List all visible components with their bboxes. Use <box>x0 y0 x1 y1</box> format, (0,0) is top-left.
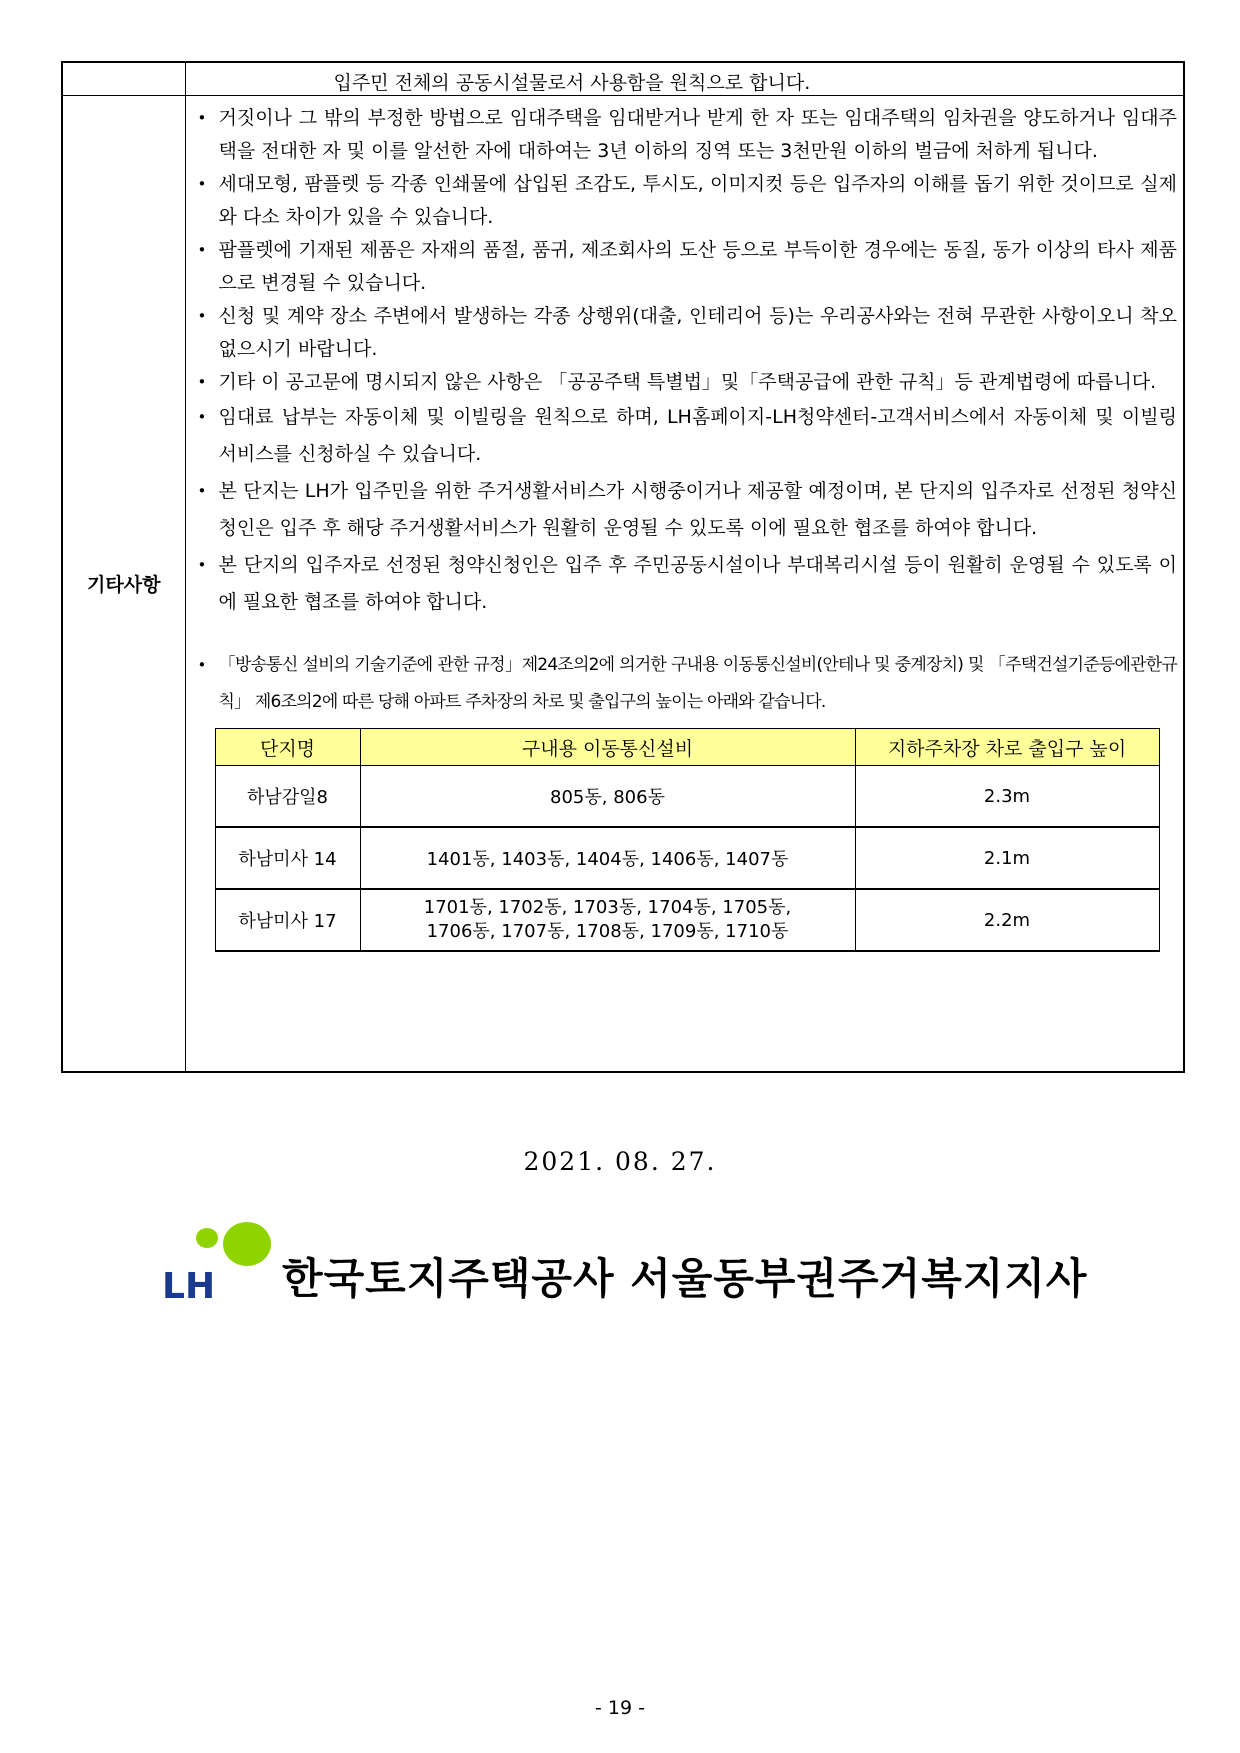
table-row <box>215 766 1159 828</box>
facility-cell: 1401동, 1403동, 1404동, 1406동, 1407동 <box>360 827 855 889</box>
complex-name-cell: 하남감일8 <box>215 766 360 828</box>
header-complex-name: 단지명 <box>215 729 360 766</box>
header-entrance-height: 지하주차장 차로 출입구 높이 <box>855 729 1159 766</box>
list-item: • 세대모형, 팜플렛 등 각종 인쇄물에 삽입된 조감도, 투시도, 이미지컷 등은 입주자의 이해를 돕기 위한 것이므로 실제와 다소 차이가 있을 수 있습니다. <box>197 173 1177 228</box>
complex-name-cell: 하남미사 17 <box>215 889 360 951</box>
list-item: • 팜플렛에 기재된 제품은 자재의 품절, 품귀, 제조회사의 도산 등으로 부득이한 경우에는 동질, 동가 이상의 타사 제품으로 변경될 수 있습니다. <box>197 239 1177 294</box>
page-number: - 19 - <box>595 1697 645 1719</box>
table-header-row <box>215 729 1159 766</box>
header-facility: 구내용 이동통신설비 <box>360 729 855 766</box>
facility-cell <box>360 889 855 951</box>
height-cell: 2.2m <box>855 889 1159 951</box>
height-cell: 2.3m <box>855 766 1159 828</box>
section-content <box>185 96 1184 1073</box>
list-item: • 본 단지는 LH가 입주민을 위한 주거생활서비스가 시행중이거나 제공할 예정이며, 본 단지의 입주자로 선정된 청약신청인은 입주 후 해당 주거생활서비스가 원활히 운영될 수 있도록 이에 필요한 협조를 하여야 합니다. <box>197 480 1177 539</box>
top-right-cell <box>185 62 1184 96</box>
complex-name-cell: 하남미사 14 <box>215 827 360 889</box>
list-item: • 「방송통신 설비의 기술기준에 관한 규정」제24조의2에 의거한 구내용 이동통신설비(안테나 및 중계장치) 및 「주택건설기준등에관한규칙」 제6조의2에 따른 당해 아파트 주차장의 차로 및 출입구의 높이는 아래와 같습니다. <box>197 655 1177 712</box>
organization-name: 한국토지주택공사 서울동부권주거복지지사 <box>282 1254 1088 1303</box>
section-label: 기타사항 <box>62 96 185 1073</box>
list-item: • 기타 이 공고문에 명시되지 않은 사항은 「공공주택 특별법」및「주택공급에 관한 규칙」등 관계법령에 따릅니다. <box>197 371 1157 393</box>
top-left-empty-cell <box>62 62 185 96</box>
notice-date: 2021. 08. 27. <box>523 1147 717 1176</box>
organization-signature <box>162 1208 1092 1318</box>
facility-cell: 805동, 806동 <box>360 766 855 828</box>
height-cell: 2.1m <box>855 827 1159 889</box>
top-row-text: 입주민 전체의 공동시설물로서 사용함을 원칙으로 합니다. <box>333 72 811 94</box>
table-row <box>215 889 1159 951</box>
list-item: • 신청 및 계약 장소 주변에서 발생하는 각종 상행위(대출, 인테리어 등)는 우리공사와는 전혀 무관한 사항이오니 착오 없으시기 바랍니다. <box>197 305 1177 360</box>
facility-line: 1706동, 1707동, 1708동, 1709동, 1710동 <box>426 921 789 942</box>
list-item: • 거짓이나 그 밖의 부정한 방법으로 임대주택을 임대받거나 받게 한 자 또는 임대주택의 임차권을 양도하거나 임대주택을 전대한 자 및 이를 알선한 자에 대하여는 3년 이하의 징역 또는 3천만원 이하의 벌금에 처하게 됩니다. <box>197 107 1177 162</box>
list-item: • 임대료 납부는 자동이체 및 이빌링을 원칙으로 하며, LH홈페이지-LH청약센터-고객서비스에서 자동이체 및 이빌링 서비스를 신청하실 수 있습니다. <box>197 406 1177 465</box>
facility-line: 1701동, 1702동, 1703동, 1704동, 1705동, <box>423 897 792 918</box>
table-row <box>215 827 1159 889</box>
notice-table <box>61 61 1185 1073</box>
lh-logo-text: LH <box>162 1266 216 1307</box>
list-item: • 본 단지의 입주자로 선정된 청약신청인은 입주 후 주민공동시설이나 부대복리시설 등이 원활히 운영될 수 있도록 이에 필요한 협조를 하여야 합니다. <box>197 554 1177 613</box>
parking-height-table <box>215 728 1160 952</box>
